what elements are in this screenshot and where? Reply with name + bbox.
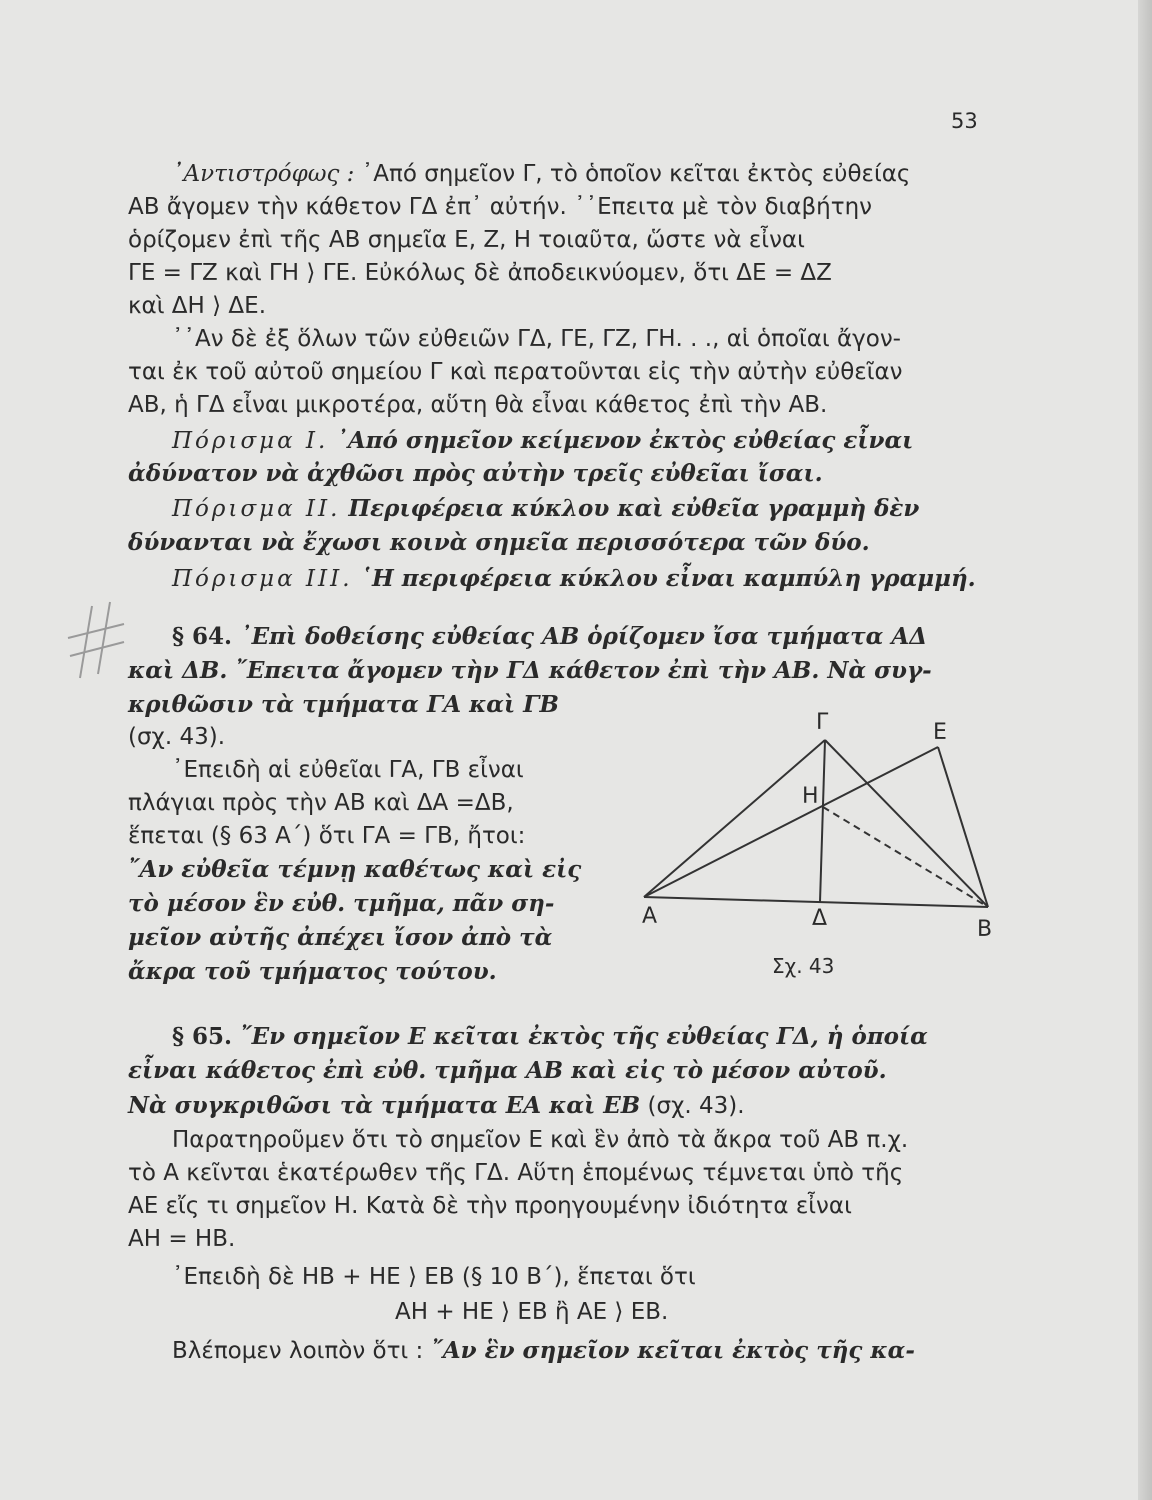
porism-1: Πόρισμα Ι. ᾽Από σημεῖον κείμενον ἐκτὸς εὐθείας εἶναι (172, 427, 914, 454)
hash-margin-mark-icon (62, 598, 132, 688)
text-line: τὸ μέσον ἓν εὐθ. τμῆμα, πᾶν ση- (128, 890, 555, 917)
label-alpha: Α (642, 904, 658, 929)
text-line: εἶναι κάθετος ἐπὶ εὐθ. τμῆμα ΑΒ καὶ εἰς τὸ μέσον αὐτοῦ. (128, 1057, 887, 1084)
figure-caption: Σχ. 43 (772, 954, 835, 978)
triangle-diagram (630, 710, 1010, 990)
text-line: ΑΒ, ἡ ΓΔ εἶναι μικροτέρα, αὕτη θὰ εἶναι κάθετος ἐπὶ τὴν ΑΒ. (128, 392, 828, 418)
label-eta: Η (802, 784, 819, 809)
text-line: ἀδύνατον νὰ ἀχθῶσι πρὸς αὐτὴν τρεῖς εὐθεῖαι ἴσαι. (128, 460, 823, 487)
text-line: ᾽Επειδὴ αἱ εὐθεῖαι ΓΑ, ΓΒ εἶναι (172, 757, 524, 783)
text-line: ᾽᾽Αν δὲ ἐξ ὅλων τῶν εὐθειῶν ΓΔ, ΓΕ, ΓΖ, ΓΗ. . ., αἱ ὁποῖαι ἄγον- (172, 326, 901, 352)
text-line: Νὰ συγκριθῶσι τὰ τμήματα ΕΑ καὶ ΕΒ (σχ. 43). (128, 1092, 745, 1119)
text-line: καὶ ΔΗ ⟩ ΔΕ. (128, 293, 267, 319)
segment-eb (938, 747, 988, 907)
porism-2: Πόρισμα ΙΙ. Περιφέρεια κύκλου καὶ εὐθεῖα γραμμὴ δὲν (172, 495, 920, 522)
label-epsilon: Ε (933, 720, 947, 745)
text-line: ὁρίζομεν ἐπὶ τῆς ΑΒ σημεῖα Ε, Ζ, Η τοιαῦτα, ὥστε νὰ εἶναι (128, 227, 805, 253)
text-line: ΑΗ = ΗΒ. (128, 1226, 236, 1252)
section-64: § 64. ᾽Επὶ δοθείσης εὐθείας ΑΒ ὁρίζομεν ἴσα τμήματα ΑΔ (172, 623, 928, 650)
text-line: ΑΒ ἄγομεν τὴν κάθετον ΓΔ ἐπ᾽ αὐτήν. ᾽᾽Επειτα μὲ τὸν διαβήτην (128, 194, 872, 220)
text-line: ῎Αν εὐθεῖα τέμνῃ καθέτως καὶ εἰς (128, 856, 582, 883)
segment-gd (820, 740, 825, 902)
text-line: δύνανται νὰ ἔχωσι κοινὰ σημεῖα περισσότερα τῶν δύο. (128, 529, 870, 556)
porism-3: Πόρισμα ΙΙΙ. ῾Η περιφέρεια κύκλου εἶναι καμπύλη γραμμή. (172, 565, 976, 592)
label-gamma: Γ (816, 710, 829, 735)
page-edge (1138, 0, 1152, 1500)
text-line: ᾽Αντιστρόφως : ᾽Από σημεῖον Γ, τὸ ὁποῖον κεῖται ἐκτὸς εὐθείας (172, 161, 911, 187)
text-line: ᾽Επειδὴ δὲ ΗΒ + ΗΕ ⟩ ΕΒ (§ 10 Β΄), ἕπεται ὅτι (172, 1264, 696, 1290)
text-line: κριθῶσιν τὰ τμήματα ΓΑ καὶ ΓΒ (128, 691, 559, 718)
page-number: 53 (951, 109, 978, 133)
text-line: ἕπεται (§ 63 Α΄) ὅτι ΓΑ = ΓΒ, ἤτοι: (128, 823, 526, 849)
figure-43 (630, 710, 1010, 990)
text-line: ΑΕ εἴς τι σημεῖον Η. Κατὰ δὲ τὴν προηγουμένην ἰδιότητα εἶναι (128, 1193, 852, 1219)
text-line: τὸ Α κεῖνται ἑκατέρωθεν τῆς ΓΔ. Αὕτη ἑπομένως τέμνεται ὑπὸ τῆς (128, 1160, 904, 1186)
text-line: πλάγιαι πρὸς τὴν ΑΒ καὶ ΔΑ =ΔΒ, (128, 790, 514, 816)
text-line: ται ἐκ τοῦ αὐτοῦ σημείου Γ καὶ περατοῦνται εἰς τὴν αὐτὴν εὐθεῖαν (128, 359, 903, 385)
text-line: ἄκρα τοῦ τμήματος τούτου. (128, 958, 497, 985)
text-line: ΑΗ + ΗΕ ⟩ ΕΒ ἢ ΑΕ ⟩ ΕΒ. (395, 1299, 669, 1325)
text-line: ΓΕ = ΓΖ καὶ ΓΗ ⟩ ΓΕ. Εὐκόλως δὲ ἀποδεικνύομεν, ὅτι ΔΕ = ΔΖ (128, 260, 832, 286)
text-line: μεῖον αὐτῆς ἀπέχει ἴσον ἀπὸ τὰ (128, 924, 553, 951)
text-line: (σχ. 43). (128, 724, 226, 750)
section-65: § 65. ῎Εν σημεῖον Ε κεῖται ἐκτὸς τῆς εὐθείας ΓΔ, ἡ ὁποία (172, 1023, 928, 1050)
label-beta: Β (977, 917, 993, 942)
label-delta: Δ (812, 906, 828, 931)
text-line: καὶ ΔΒ. ῎Επειτα ἄγομεν τὴν ΓΔ κάθετον ἐπὶ τὴν ΑΒ. Νὰ συγ- (128, 657, 932, 684)
text-line: Βλέπομεν λοιπὸν ὅτι : ῎Αν ἓν σημεῖον κεῖται ἐκτὸς τῆς κα- (172, 1337, 915, 1364)
segment-gb (825, 740, 988, 907)
text-line: Παρατηροῦμεν ὅτι τὸ σημεῖον Ε καὶ ἓν ἀπὸ τὰ ἄκρα τοῦ ΑΒ π.χ. (172, 1127, 909, 1153)
